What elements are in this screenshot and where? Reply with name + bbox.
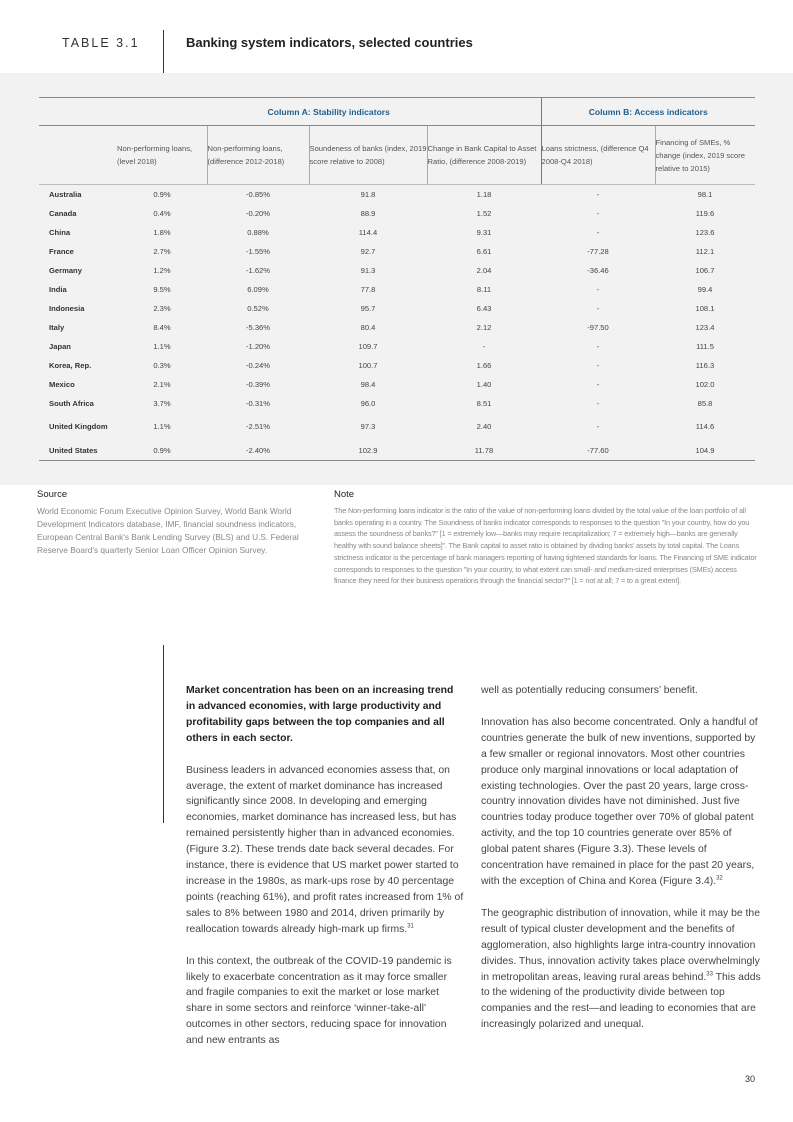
value-cell: -1.55%: [245, 247, 271, 256]
value-cell: 77.8: [360, 285, 376, 294]
country-cell: Korea, Rep.: [49, 361, 92, 370]
table-row: [39, 223, 755, 242]
value-cell: -97.50: [587, 323, 609, 332]
value-cell: 1.40: [476, 380, 492, 389]
value-cell: 1.1%: [153, 342, 171, 351]
value-cell: 9.31: [476, 228, 492, 237]
value-cell: -2.40%: [207, 441, 309, 461]
country-cell: United States: [39, 441, 117, 461]
table-row: [39, 413, 755, 441]
value-cell: 11.78: [427, 441, 541, 461]
value-cell: -: [596, 228, 600, 237]
body-paragraph: In this context, the outbreak of the COVID-19 pandemic is likely to exacerbate concentration as it may force smaller and fragile companies to exit the market or lose market share in some sectors and reinforce ‘winner-take-all’ outcomes in other sectors, reducing space for innovation and new entrants as: [186, 955, 452, 1047]
value-cell: -: [596, 285, 600, 294]
value-cell: -: [596, 190, 600, 199]
table-title: Banking system indicators, selected countries: [186, 35, 473, 50]
value-cell: -: [596, 422, 600, 431]
country-cell: India: [49, 285, 67, 294]
table-row: [39, 242, 755, 261]
value-cell: 116.3: [695, 361, 715, 370]
value-cell: 9.5%: [153, 285, 171, 294]
body-paragraph: Business leaders in advanced economies assess that, on average, the extent of market dominance has increased significantly since 2008. In developing and emerging economies, market dominance has increased less, but has remained persistently higher than in advanced economies. (Figure 3.2). These trends date back several decades. For instance, there is evidence that US market power started to increase in the 1980s, as mark-ups rose by 40 percentage points (reaching 61%), and profit rates increased from 1% of sales to 8% between 1980 and 2014, driven primarily by reallocation towards already high-mark up firms.$^{31}$: [186, 764, 464, 935]
country-cell: South Africa: [49, 399, 94, 408]
body-paragraph: Innovation has also become concentrated. Only a handful of countries generate the bulk of new inventions, supported by a few smaller or regional innovators. Most other countries produce only marginal innovations or local adaptation of existing technologies. Over the past 20 years, large cross-country innovation divides have not diminished. Just five countries today produce together over 70% of global patent activity, and the top 10 countries generate over 85% of global patent shares (Figure 3.3). These levels of concentration have remained in place for the past 20 years, with the exception of China and Korea (Figure 3.4).$^{32}$: [481, 716, 758, 887]
lead-paragraph: Market concentration has been on an increasing trend in advanced economies, with large productivity and profitability gaps between the top companies and all others in each sector.: [186, 685, 454, 744]
table-row: [39, 185, 755, 205]
value-cell: 91.8: [360, 190, 376, 199]
value-cell: 109.7: [358, 342, 378, 351]
value-cell: 95.7: [360, 304, 376, 313]
value-cell: 88.9: [360, 209, 376, 218]
value-cell: 2.40: [476, 422, 492, 431]
page-number: 30: [745, 1074, 756, 1084]
country-cell: Germany: [49, 266, 82, 275]
value-cell: 1.66: [476, 361, 492, 370]
value-cell: -: [596, 399, 600, 408]
country-cell: United Kingdom: [49, 422, 108, 431]
value-cell: 1.8%: [153, 228, 171, 237]
table-label: TABLE 3.1: [62, 36, 140, 50]
column-header: Non-performing loans, (level 2018): [117, 126, 207, 185]
value-cell: 1.52: [476, 209, 492, 218]
source-heading: Source: [37, 489, 68, 500]
country-cell: Australia: [49, 190, 82, 199]
table-row: [39, 375, 755, 394]
value-cell: 6.43: [476, 304, 492, 313]
column-header: Soundeness of banks (index, 2019 score relative to 2008): [309, 126, 427, 185]
table-row: [39, 204, 755, 223]
value-cell: 8.11: [476, 285, 492, 294]
value-cell: 98.1: [697, 190, 713, 199]
value-cell: 2.04: [476, 266, 492, 275]
country-cell: Japan: [49, 342, 71, 351]
table-row: [39, 318, 755, 337]
value-cell: 100.7: [358, 361, 378, 370]
value-cell: 111.5: [696, 342, 714, 351]
value-cell: 0.4%: [153, 209, 171, 218]
value-cell: 102.0: [695, 380, 715, 389]
value-cell: 96.0: [360, 399, 376, 408]
table-row: [39, 337, 755, 356]
table-row: [39, 299, 755, 318]
value-cell: -2.51%: [245, 422, 271, 431]
value-cell: 8.4%: [153, 323, 171, 332]
column-group-a: Column A: Stability indicators: [117, 98, 541, 126]
source-text: World Economic Forum Executive Opinion Survey, World Bank World Development Indicators database, IMF, financial soundness indicators, European Central Bank's Bank Lending Survey (BLS) and U.S. Federal Reserve Board's quarterly Senior Loan Officer Opinion Survey.: [37, 506, 299, 555]
value-cell: -0.24%: [245, 361, 271, 370]
table-row: [39, 261, 755, 280]
value-cell: 1.1%: [153, 422, 171, 431]
value-cell: 123.6: [695, 228, 715, 237]
table-row: [39, 441, 755, 461]
footnote-ref: 31: [407, 923, 414, 930]
body-column-left: [186, 683, 464, 1049]
value-cell: -0.85%: [245, 190, 271, 199]
footnote-ref: 33: [706, 971, 713, 978]
country-cell: Canada: [49, 209, 77, 218]
body-paragraph: The geographic distribution of innovation, while it may be the result of typical cluster development and the benefits of agglomeration, also highlights large intra-country innovation divides. Thus, innovation activity takes place overwhelmingly in metropolitan areas, leaving rural areas behind.$^{33}$ This adds to the widening of the productivity divide between top companies and the rest—and leading to economies that are increasingly polarized and unequal.: [481, 907, 761, 1031]
value-cell: 108.1: [695, 304, 715, 313]
value-cell: 0.52%: [247, 304, 269, 313]
value-cell: 85.8: [697, 399, 713, 408]
value-cell: -: [596, 342, 600, 351]
value-cell: 2.7%: [153, 247, 171, 256]
value-cell: -77.60: [541, 441, 655, 461]
value-cell: 0.9%: [117, 441, 207, 461]
value-cell: 106.7: [695, 266, 715, 275]
value-cell: 99.4: [697, 285, 713, 294]
country-header: [39, 126, 117, 185]
value-cell: 112.1: [695, 247, 715, 256]
value-cell: 3.7%: [153, 399, 171, 408]
value-cell: 92.7: [360, 247, 376, 256]
value-cell: 91.3: [360, 266, 376, 275]
value-cell: 6.61: [476, 247, 492, 256]
value-cell: -: [482, 342, 486, 351]
value-cell: 2.1%: [153, 380, 171, 389]
country-cell: China: [49, 228, 71, 237]
value-cell: -: [596, 380, 600, 389]
value-cell: 0.3%: [153, 361, 171, 370]
value-cell: -: [596, 304, 600, 313]
value-cell: -77.28: [587, 247, 609, 256]
value-cell: 2.12: [476, 323, 492, 332]
header-divider: [163, 30, 164, 74]
value-cell: 114.6: [695, 422, 715, 431]
value-cell: 1.2%: [153, 266, 171, 275]
value-cell: -1.20%: [245, 342, 271, 351]
indicators-table: [39, 97, 755, 461]
value-cell: -0.31%: [245, 399, 271, 408]
value-cell: 6.09%: [247, 285, 269, 294]
value-cell: 8.51: [476, 399, 492, 408]
body-paragraph: well as potentially reducing consumers’ benefit.: [481, 685, 698, 696]
note-text: The Non-performing loans indicator is the ratio of the value of non-performing loans divided by the total value of the loan portfolio of all banks operating in a country. The Soundness of banks indicator corresponds to responses to the question "In your country, how do you assess the soundness of banks?" [1 = extremely low—banks may require recapitalization; 7 = extremely high—banks are generally healthy with sound balance sheets]". The Bank capital to asset ratio is obtained by dividing banks' assets by total capital. The Loans strictness indicator is the percentage of bank managers reporting of having tightened standards for loans. The Financing of SME indicator corresponds to responses to the question "In your country, to what extent can small- and medium-sized enterprises (SMEs) access finance they need for their business operations through the financial sector?" [1 = not at all; 7 = to a great extent].: [334, 506, 757, 586]
value-cell: -0.39%: [245, 380, 271, 389]
value-cell: 102.9: [309, 441, 427, 461]
country-cell: Italy: [49, 323, 65, 332]
body-divider: [163, 645, 164, 823]
value-cell: -: [596, 209, 600, 218]
value-cell: -: [596, 361, 600, 370]
column-header: Change in Bank Capital to Asset Ratio, (difference 2008-2019): [427, 126, 541, 185]
value-cell: 0.88%: [247, 228, 269, 237]
value-cell: 114.4: [358, 228, 378, 237]
value-cell: -1.62%: [245, 266, 271, 275]
value-cell: 104.9: [655, 441, 755, 461]
value-cell: -36.46: [587, 266, 609, 275]
value-cell: -5.36%: [245, 323, 271, 332]
table-row: [39, 356, 755, 375]
column-header: Loans strictness, (difference Q4 2008-Q4 2018): [541, 126, 655, 185]
value-cell: 98.4: [360, 380, 376, 389]
value-cell: 80.4: [360, 323, 376, 332]
note-heading: Note: [334, 489, 355, 500]
value-cell: 2.3%: [153, 304, 171, 313]
column-group-b: Column B: Access indicators: [541, 98, 755, 126]
table-row: [39, 394, 755, 413]
country-cell: Mexico: [49, 380, 75, 389]
value-cell: 1.18: [476, 190, 492, 199]
value-cell: 97.3: [360, 422, 376, 431]
body-column-right: [481, 683, 761, 1033]
table-row: [39, 280, 755, 299]
country-cell: Indonesia: [49, 304, 85, 313]
value-cell: 119.6: [695, 209, 715, 218]
column-header: Non-performing loans, (difference 2012-2018): [207, 126, 309, 185]
country-cell: France: [49, 247, 74, 256]
value-cell: 0.9%: [153, 190, 171, 199]
value-cell: 123.4: [695, 323, 715, 332]
corner-cell: [39, 98, 117, 126]
value-cell: -0.20%: [245, 209, 271, 218]
column-header: Financing of SMEs, % change (index, 2019 score relative to 2015): [655, 126, 755, 185]
footnote-ref: 32: [716, 875, 723, 882]
